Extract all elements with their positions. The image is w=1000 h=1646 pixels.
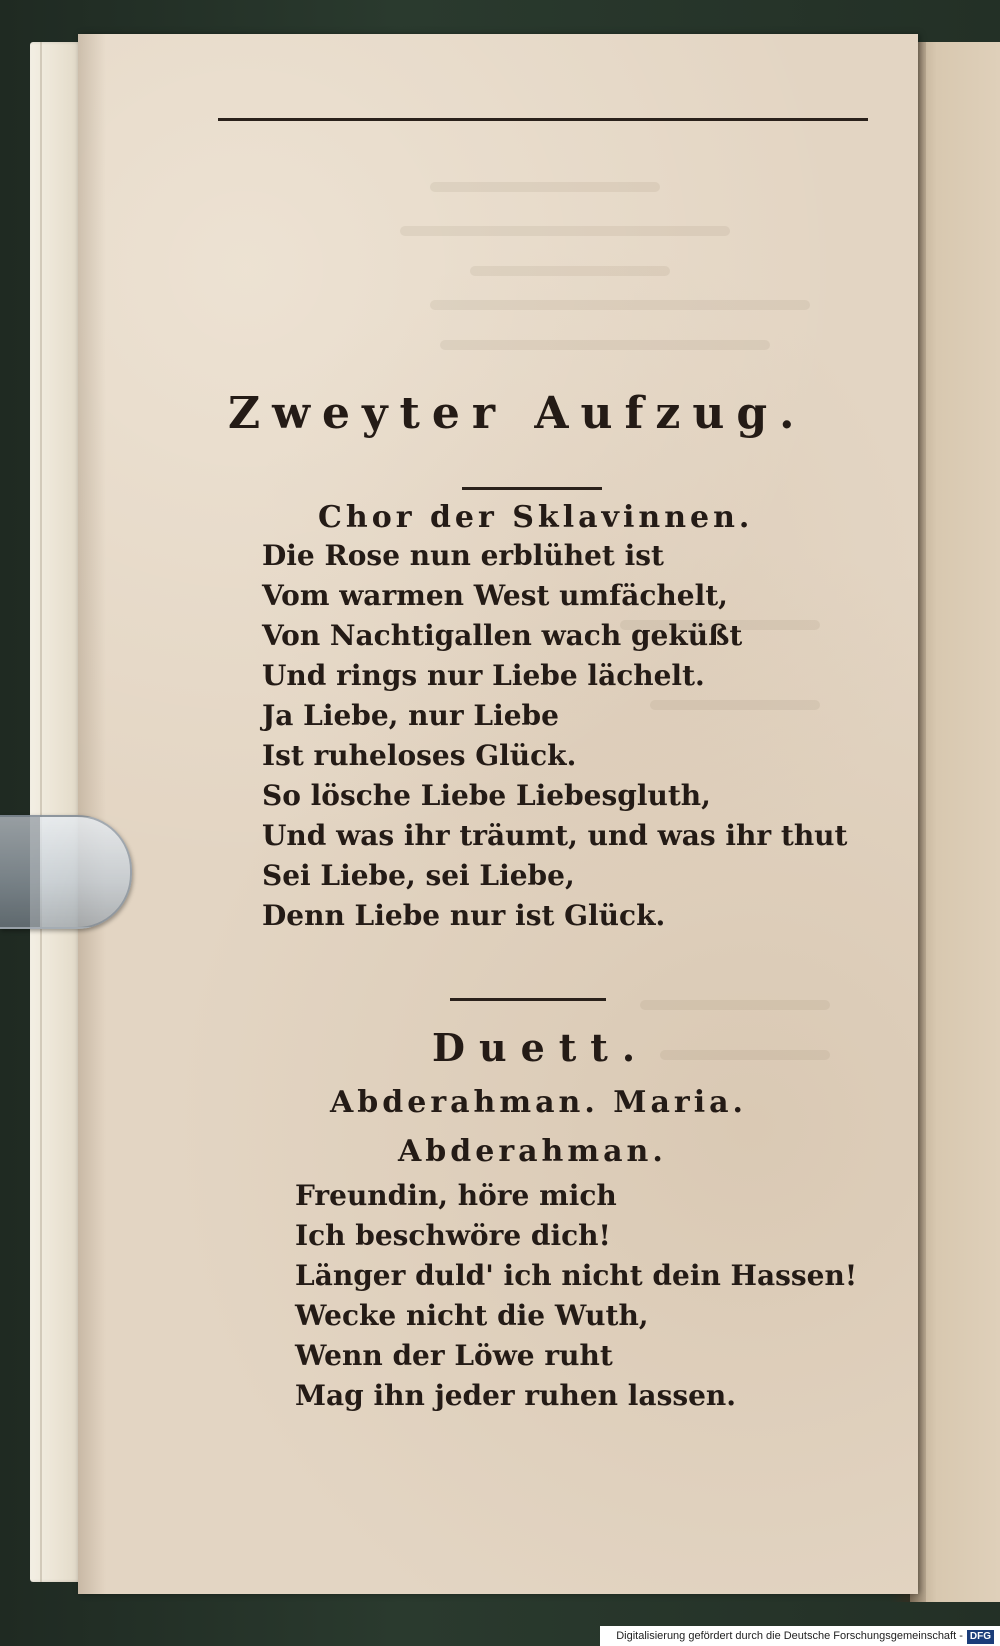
act-heading: Zweyter Aufzug. [228, 388, 807, 439]
footer-text: Digitalisierung gefördert durch die Deutsche Forschungsgemeinschaft - [616, 1630, 963, 1642]
duett-title: Duett. [432, 1025, 650, 1070]
duett-characters: Abderahman. Maria. [330, 1085, 747, 1120]
bleed-through [470, 266, 670, 276]
verse-line: Freundin, höre mich [295, 1179, 617, 1212]
verse-line: Wenn der Löwe ruht [295, 1339, 613, 1372]
verse-line: Sei Liebe, sei Liebe, [262, 859, 575, 892]
verse-line: Denn Liebe nur ist Glück. [262, 899, 666, 932]
verse-line: Von Nachtigallen wach geküßt [262, 619, 743, 652]
page-shade [78, 34, 106, 1594]
bleed-through [650, 700, 820, 710]
section-divider [450, 998, 606, 1001]
section-divider [462, 487, 602, 490]
dfg-logo-icon: DFG [967, 1630, 994, 1644]
verse-line: Ich beschwöre dich! [295, 1219, 611, 1252]
verse-line: Länger duld' ich nicht dein Hassen! [295, 1259, 858, 1292]
clip-shadow [0, 817, 40, 927]
chorus-title: Chor der Sklavinnen. [318, 500, 754, 535]
verse-line: Die Rose nun erblühet ist [262, 539, 664, 572]
plastic-clip [0, 815, 132, 929]
verse-line: Und was ihr träumt, und was ihr thut [262, 819, 848, 852]
duett-speaker: Abderahman. [398, 1134, 667, 1169]
verse-line: Ist ruheloses Glück. [262, 739, 577, 772]
verse-line: Und rings nur Liebe lächelt. [262, 659, 705, 692]
verse-line: Vom warmen West umfächelt, [262, 579, 728, 612]
bleed-through [440, 340, 770, 350]
verse-line: Wecke nicht die Wuth, [295, 1299, 649, 1332]
verse-line: Mag ihn jeder ruhen lassen. [295, 1379, 737, 1412]
verse-line: Ja Liebe, nur Liebe [262, 699, 559, 732]
verse-line: So lösche Liebe Liebesgluth, [262, 779, 711, 812]
bleed-through [400, 226, 730, 236]
bleed-through [640, 1000, 830, 1010]
top-rule [218, 118, 868, 121]
bleed-through [660, 1050, 830, 1060]
bleed-through [430, 300, 810, 310]
digitization-footer [600, 1626, 1000, 1646]
bleed-through [430, 182, 660, 192]
